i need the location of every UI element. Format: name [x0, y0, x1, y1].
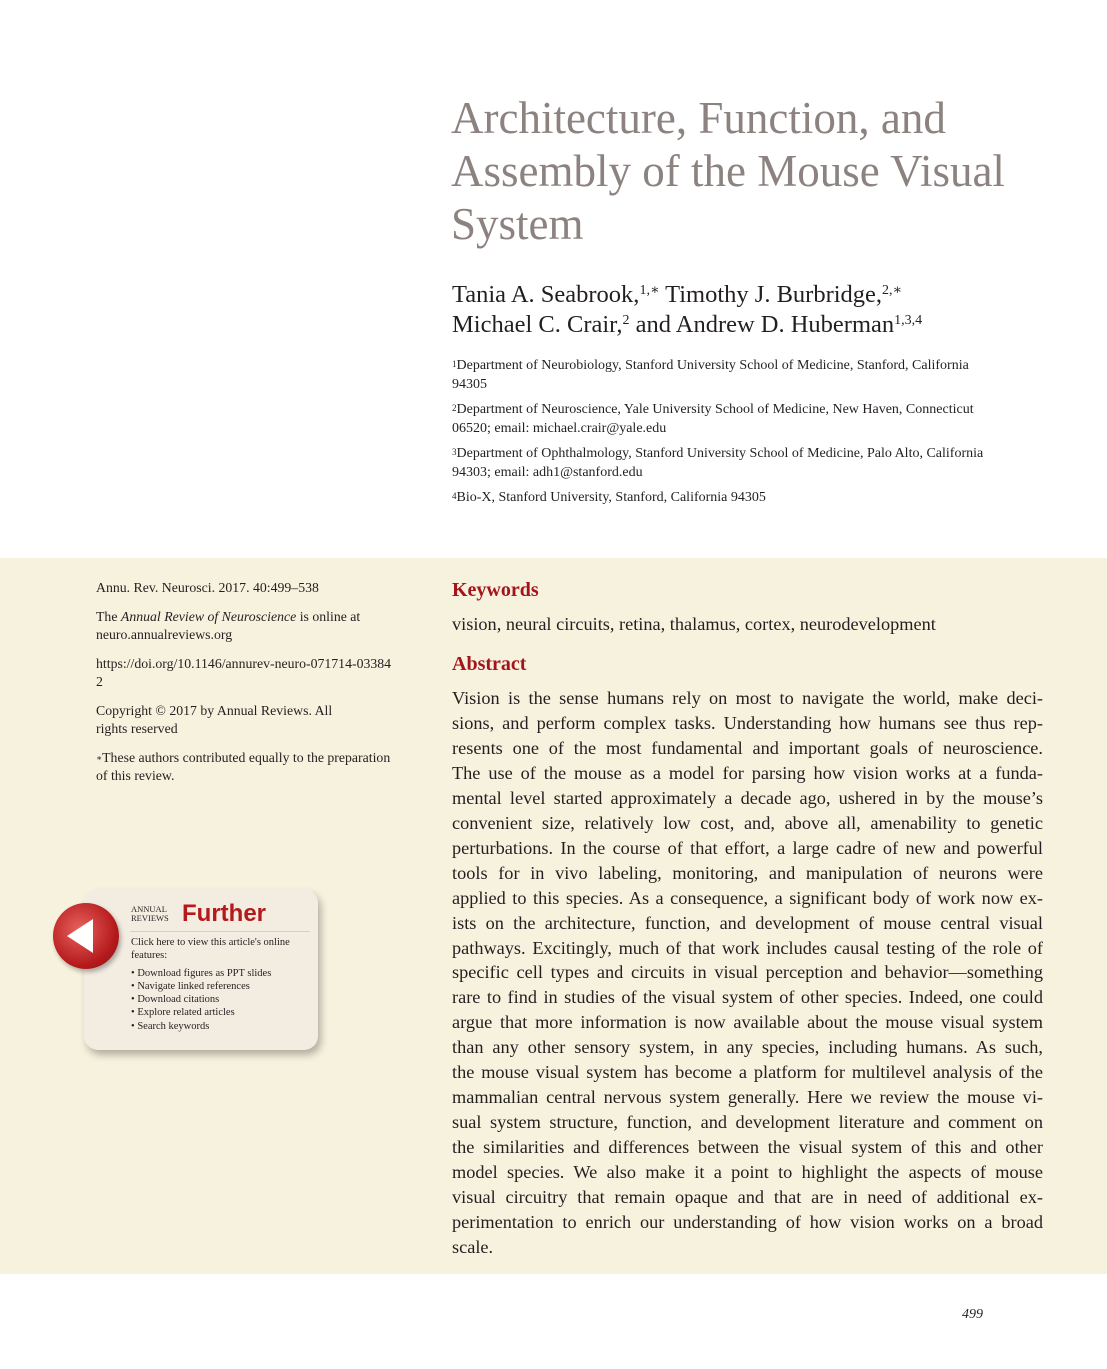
affiliation-number: 2 [452, 403, 457, 413]
abstract-line: model species. We also make it a point to highlight the aspects of mouse [452, 1162, 1043, 1183]
feature-item: • Download citations [131, 993, 316, 1006]
affiliation [452, 357, 992, 394]
affiliation [452, 489, 992, 508]
feature-item: • Search keywords [131, 1020, 316, 1033]
doi-link[interactable]: https://doi.org/10.1146/annurev-neuro-071714-033842 [96, 655, 392, 689]
abstract-line: sual system structure, function, and development literature and comment on [452, 1112, 1043, 1133]
author-affiliation-mark: 1,3,4 [894, 313, 923, 328]
further-intro: to view this article's online features: [131, 937, 290, 962]
abstract-line: mammalian central nervous system generally. Here we review the mouse vi- [452, 1087, 1043, 1108]
abstract-line: applied to this species. As a consequence, a significant body of work now ex- [452, 887, 1043, 908]
author-list [452, 280, 1072, 340]
author-name: Tania A. Seabrook, [452, 281, 640, 308]
affiliation [452, 445, 992, 482]
logo-line: ANNUAL [131, 904, 167, 914]
abstract-line: ists on the architecture, function, and development of mouse central visual [452, 912, 1043, 933]
online-post[interactable]: is online at neuro.annualreviews.org [96, 608, 361, 642]
page-number: 499 [962, 1307, 983, 1322]
copyright: Copyright © 2017 by Annual Reviews. All rights reserved [96, 702, 333, 736]
feature-list [131, 967, 316, 1033]
abstract-line: perturbations. In the course of that effort, a large cadre of new and powerful [452, 837, 1043, 858]
author-name: and Andrew D. Huberman [629, 311, 895, 338]
affiliation-number: 3 [452, 447, 457, 457]
author-affiliation-mark: 2 [622, 313, 630, 328]
abstract-line: resents one of the most fundamental and important goals of neuroscience. [452, 737, 1043, 758]
click-here-link[interactable]: Click here [131, 937, 175, 948]
affiliation-text: Department of Neuroscience, Yale University School of Medicine, New Haven, Connecticut 06520; email: michael.crair@yale.edu [452, 402, 974, 436]
author-affiliation-mark: 1,∗ [639, 283, 660, 298]
abstract-line: visual circuitry that remain opaque and that are in need of additional ex- [452, 1187, 1043, 1208]
abstract-line: scale. [452, 1236, 494, 1257]
abstract-line: than any other sensory system, in any species, including humans. As such, [452, 1037, 1043, 1058]
logo-line: REVIEWS [131, 912, 169, 923]
journal-name: Annual Review of Neuroscience [120, 608, 297, 624]
affiliations [452, 357, 992, 515]
abstract-line: argue that more information is now available about the mouse visual system [452, 1012, 1043, 1033]
online-note [96, 608, 396, 645]
abstract-line: The use of the mouse as a model for parsing how vision works at a funda- [452, 762, 1043, 783]
affiliation-text: Bio-X, Stanford University, Stanford, California 94305 [456, 490, 766, 505]
affiliation-text: Department of Ophthalmology, Stanford University School of Medicine, Palo Alto, California 94303; email: adh1@stanford.edu [452, 446, 984, 480]
abstract-line: perimentation to enrich our understanding of how vision works on a broad [452, 1212, 1043, 1233]
abstract-line: pathways. Excitingly, much of that work includes causal testing of the role of [452, 937, 1043, 958]
affiliation [452, 401, 992, 438]
footnote [96, 749, 396, 786]
online-pre: The [96, 608, 121, 624]
footnote-mark: ∗ [96, 752, 103, 763]
abstract-line: specific cell types and circuits in visual perception and behavior—something [452, 962, 1043, 983]
affiliation-number: 1 [452, 359, 457, 369]
abstract-line: sions, and perform complex tasks. Understanding how humans see thus rep- [452, 712, 1043, 733]
affiliation-text: Department of Neurobiology, Stanford University School of Medicine, Stanford, California 94305 [452, 358, 969, 392]
footnote-text: These authors contributed equally to the preparation of this review. [96, 749, 391, 783]
feature-item: • Navigate linked references [131, 980, 316, 993]
feature-item: • Download figures as PPT slides [131, 967, 316, 980]
abstract-line: rare to find in studies of the visual system of other species. Indeed, one could [452, 987, 1043, 1008]
abstract-line: tools for in vivo labeling, monitoring, and manipulation of neurons were [452, 862, 1043, 883]
author-name: Timothy J. Burbridge, [659, 281, 883, 308]
further-features [131, 936, 316, 1033]
affiliation-number: 4 [452, 491, 457, 501]
feature-item: • Explore related articles [131, 1006, 316, 1019]
author-affiliation-mark: 2,∗ [882, 283, 903, 298]
keywords: vision, neural circuits, retina, thalamus, cortex, neurodevelopment [452, 614, 936, 634]
play-left-icon [53, 903, 119, 969]
abstract-line: the similarities and differences between the visual system of this and other [452, 1137, 1043, 1158]
abstract-line: mental level started approximately a decade ago, ushered in by the mouse’s [452, 787, 1043, 808]
annual-reviews-logo [131, 905, 169, 922]
author-name: Michael C. Crair, [452, 311, 623, 338]
abstract-heading: Abstract [452, 653, 527, 675]
further-logo-word: Further [182, 900, 266, 927]
article-info-sidebar [96, 579, 396, 796]
article-title: Architecture, Function, and Assembly of the Mouse Visual System [451, 93, 1005, 249]
abstract-line: the mouse visual system has become a platform for multilevel analysis of the [452, 1062, 1043, 1083]
abstract-line: convenient size, relatively low cost, and, above all, amenability to genetic [452, 812, 1043, 833]
keywords-heading: Keywords [452, 579, 539, 601]
back-arrow-button[interactable] [53, 903, 119, 969]
divider [130, 931, 310, 932]
abstract-text [452, 686, 1043, 1260]
abstract-line: Vision is the sense humans rely on most to navigate the world, make deci- [452, 688, 1043, 708]
citation: Annu. Rev. Neurosci. 2017. 40:499–538 [96, 580, 319, 595]
